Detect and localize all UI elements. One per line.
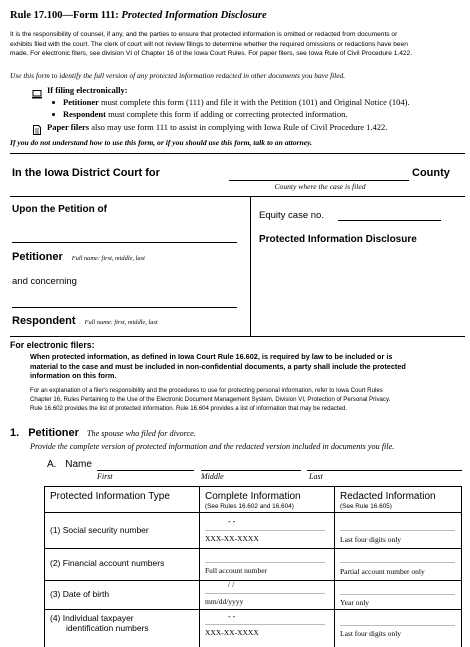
row-type: (3) Date of birth xyxy=(50,589,110,599)
last-caption: Last xyxy=(309,472,323,481)
petitioner-label-row xyxy=(12,247,145,265)
efilers-line: For an explanation of a filer's responsibility and the procedures to use for protecting personal information, refer to Iowa Court Rules xyxy=(30,387,383,394)
petitioner-hint: Full name: first, middle, last xyxy=(71,255,145,262)
efilers-heading: For electronic filers: xyxy=(10,340,95,350)
efilers-line: When protected information, as defined in Iowa Court Rule 16.602, is required by law to be included or is xyxy=(30,352,393,361)
equity-case-label: Equity case no. xyxy=(259,210,324,221)
itin-redacted-input[interactable] xyxy=(340,625,455,626)
petitioner-label: Petitioner xyxy=(12,251,63,263)
petitioner-instruction: Petitioner must complete this form (111) and file it with the Petition (101) and Original Notice (104). xyxy=(63,97,410,107)
efile-heading: If filing electronically: xyxy=(47,85,128,95)
respondent-hint: Full name: first, middle, last xyxy=(84,319,158,326)
caption-bottom-border xyxy=(10,336,465,337)
complete-format: mm/dd/yyyy xyxy=(205,597,244,606)
county-caption: County where the case is filed xyxy=(274,182,366,191)
caption-top-border xyxy=(10,196,465,197)
concerning-label: and concerning xyxy=(12,276,77,287)
form-title: Protected Information Disclosure xyxy=(121,10,267,21)
respondent-instruction: Respondent must complete this form if adding or correcting protected information. xyxy=(63,109,348,119)
county-label: County xyxy=(412,167,450,179)
bullet xyxy=(52,101,55,104)
row-type: (4) Individual taxpayer xyxy=(50,613,134,623)
computer-icon xyxy=(32,86,42,95)
redacted-format: Last four digits only xyxy=(340,535,402,544)
petitioner-name-input[interactable] xyxy=(12,242,237,243)
format-separators: - - xyxy=(228,612,236,621)
section-title: Petitioner xyxy=(28,427,79,439)
form-header xyxy=(10,10,267,21)
column-header-redacted-sub: (See Rule 16.605) xyxy=(340,503,392,510)
last-name-input[interactable] xyxy=(307,470,462,471)
table-column-divider xyxy=(199,486,200,647)
complete-format: XXX-XX-XXXX xyxy=(205,534,259,543)
redacted-format: Year only xyxy=(340,598,370,607)
divider xyxy=(10,153,465,154)
respondent-label: Respondent xyxy=(12,315,76,327)
first-name-input[interactable] xyxy=(97,470,194,471)
redacted-format: Partial account number only xyxy=(340,567,425,576)
table-row-divider xyxy=(44,548,462,549)
respondent-label-row xyxy=(12,311,158,329)
intro-line: made. For electronic filers, see division VI of Chapter 16 of the Iowa Court Rules. For paper filers, see Iowa Rule of Civil Procedure 1.422. xyxy=(10,50,413,58)
intro-line: It is the responsibility of counsel, if any, and the parties to ensure that protected information is omitted or redacted from documents or xyxy=(10,31,398,38)
row-type: (1) Social security number xyxy=(50,525,149,535)
row-type: identification numbers xyxy=(66,623,149,633)
table-row-divider xyxy=(44,609,462,610)
efilers-line: Chapter 16, Rules Pertaining to the Use of the Electronic Document Management System, Division VI, Protection of Personal Privacy. xyxy=(30,395,391,403)
responsibility-note xyxy=(10,30,465,59)
section-instruction: Provide the complete version of protected information and the redacted version included in documents you file. xyxy=(30,442,395,451)
middle-caption: Middle xyxy=(201,472,224,481)
section-1-heading xyxy=(10,423,196,441)
account-input[interactable] xyxy=(205,562,325,563)
column-header-complete-sub: (See Rules 16.602 and 16.604) xyxy=(205,503,294,510)
equity-case-input[interactable] xyxy=(338,220,441,221)
efilers-line: material to the case and must be included in non-confidential documents, a party shall include the protected xyxy=(30,361,406,371)
format-separators: / / xyxy=(228,580,235,589)
caption-divider xyxy=(250,196,251,336)
ssn-redacted-input[interactable] xyxy=(340,530,455,531)
efilers-line: information on this form. xyxy=(30,371,117,381)
name-label: Name xyxy=(65,459,92,470)
dob-redacted-input[interactable] xyxy=(340,594,455,595)
table-row-divider xyxy=(44,512,462,513)
complete-format: XXX-XX-XXXX xyxy=(205,628,259,637)
efilers-line: Rule 16.602 provides the list of protected information. Rule 16.604 provides a list of information that may be redacted. xyxy=(30,404,348,412)
rule-number: Rule 17.100—Form 111: xyxy=(10,10,122,21)
itin-input[interactable] xyxy=(205,624,325,625)
column-header-redacted: Redacted Information xyxy=(340,491,436,502)
section-subtitle: The spouse who filed for divorce. xyxy=(86,429,196,438)
column-header-type: Protected Information Type xyxy=(50,491,170,502)
use-form-note: Use this form to identify the full version of any protected information redacted in other documents you have filed. xyxy=(10,71,346,80)
table-row-divider xyxy=(44,580,462,581)
first-caption: First xyxy=(97,472,113,481)
ssn-input[interactable] xyxy=(205,530,325,531)
respondent-name-input[interactable] xyxy=(12,307,237,308)
dob-input[interactable] xyxy=(205,593,325,594)
section-number: 1. xyxy=(10,427,20,439)
paper-icon xyxy=(33,122,41,132)
name-row-label xyxy=(47,459,92,470)
middle-name-input[interactable] xyxy=(201,470,301,471)
intro-line: exhibits filed with the court. The clerk of court will not review filings to determine whether the required omissions or redactions have been xyxy=(10,40,408,48)
attorney-warning: If you do not understand how to use this form, or if you should use this form, talk to an attorney. xyxy=(10,138,313,147)
redacted-format: Last four digits only xyxy=(340,629,402,638)
format-separators: - - xyxy=(228,517,236,526)
bullet xyxy=(52,113,55,116)
row-type: (2) Financial account numbers xyxy=(50,558,165,568)
complete-format: Full account number xyxy=(205,566,268,575)
efilers-explanation xyxy=(30,387,470,413)
name-letter: A. xyxy=(47,459,57,470)
upon-petition-label: Upon the Petition of xyxy=(12,204,107,215)
county-input[interactable] xyxy=(229,180,409,181)
court-label: In the Iowa District Court for xyxy=(12,167,160,179)
column-header-complete: Complete Information xyxy=(205,491,301,502)
paper-filers-note: Paper filers also may use form 111 to assist in complying with Iowa Rule of Civil Procedure 1.422. xyxy=(47,122,388,132)
table-column-divider xyxy=(334,486,335,647)
form-caption-title: Protected Information Disclosure xyxy=(259,234,417,245)
account-redacted-input[interactable] xyxy=(340,562,455,563)
efilers-requirement xyxy=(30,352,470,381)
